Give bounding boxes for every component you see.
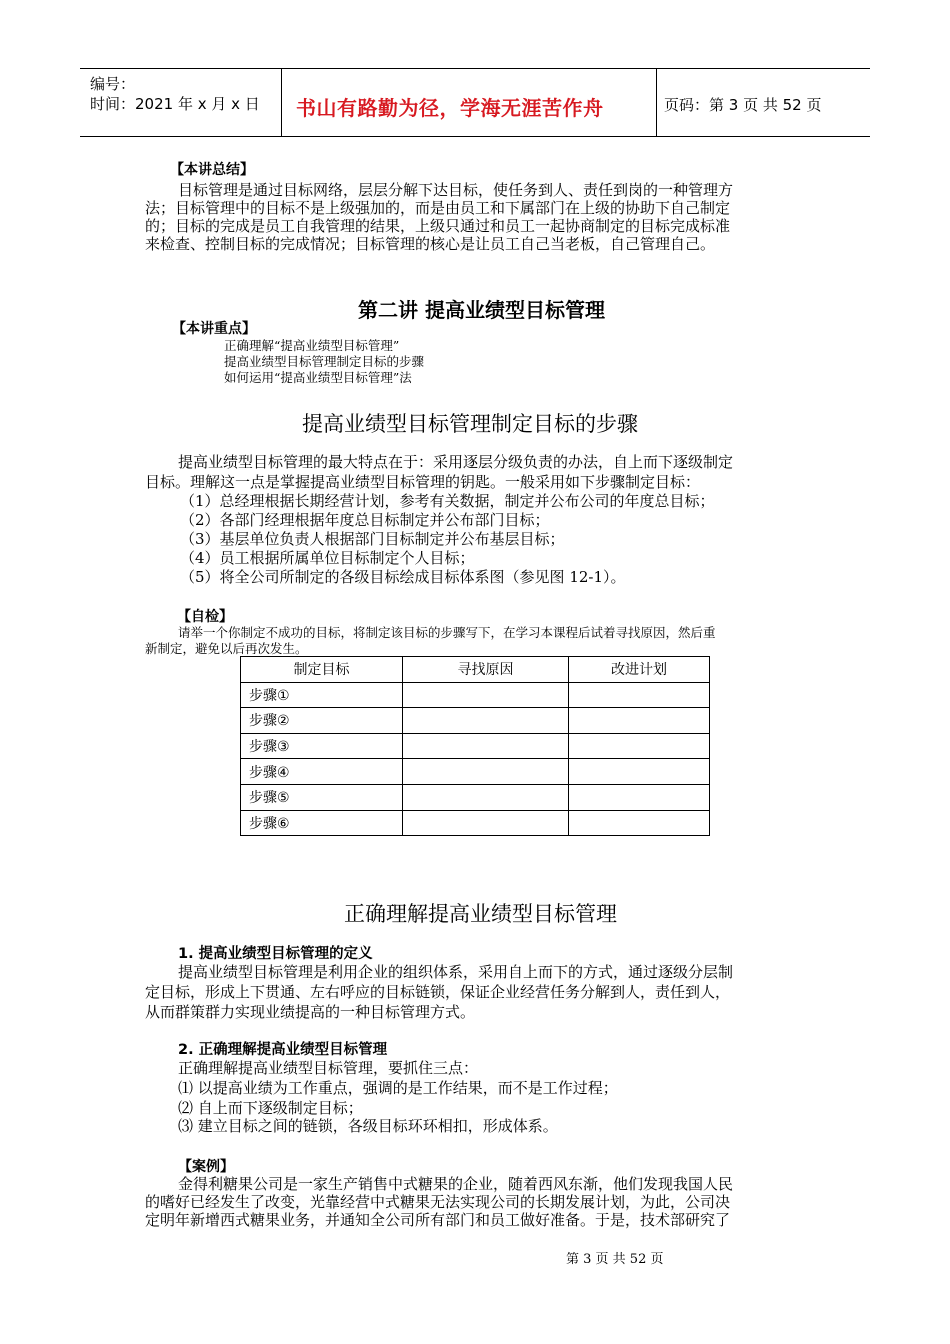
focus-item: 如何运用“提高业绩型目标管理”法	[224, 370, 412, 385]
header-date: 时间：2021 年 x 月 x 日	[90, 95, 260, 113]
steps-title: 提高业绩型目标管理制定目标的步骤	[302, 412, 638, 436]
table-cell-cause[interactable]	[403, 759, 569, 785]
sub2-line: ⑶ 建立目标之间的链锁，各级目标环环相扣，形成体系。	[178, 1117, 558, 1135]
footer-page-number: 第 3 页 共 52 页	[566, 1252, 664, 1267]
sub2-heading: 2. 正确理解提高业绩型目标管理	[178, 1042, 388, 1058]
table-cell-plan[interactable]	[569, 810, 710, 836]
sub1-line: 提高业绩型目标管理是利用企业的组织体系，采用自上而下的方式，通过逐级分层制	[178, 963, 734, 981]
table-cell-cause[interactable]	[403, 810, 569, 836]
summary-line: 来检查、控制目标的完成情况；目标管理的核心是让员工自己当老板，自己管理自己。	[145, 235, 716, 253]
table-header-cell: 寻找原因	[403, 657, 569, 683]
case-line: 的嗜好已经发生了改变，光靠经营中式糖果无法实现公司的长期发展计划，为此，公司决	[145, 1193, 731, 1211]
step-item: （1）总经理根据长期经营计划，参考有关数据，制定并公布公司的年度总目标；	[180, 492, 715, 510]
step-item: （2）各部门经理根据年度总目标制定并公布部门目标；	[180, 511, 550, 529]
table-step-label: 步骤③	[241, 733, 403, 759]
table-cell-plan[interactable]	[569, 682, 710, 708]
table-header-cell: 制定目标	[241, 657, 403, 683]
table-cell-plan[interactable]	[569, 759, 710, 785]
summary-line: 的；目标的完成是员工自我管理的结果，上级只通过和员工一起协商制定的目标完成标准	[145, 217, 731, 235]
case-line: 金得利糖果公司是一家生产销售中式糖果的企业，随着西风东渐，他们发现我国人民	[178, 1175, 734, 1193]
lecture-title: 第二讲 提高业绩型目标管理	[358, 298, 605, 322]
header-bottom-rule	[80, 136, 870, 137]
self-check-line: 请举一个你制定不成功的目标，将制定该目标的步骤写下，在学习本课程后试着寻找原因，然后重	[178, 625, 716, 640]
sub1-heading: 1. 提高业绩型目标管理的定义	[178, 946, 373, 962]
self-check-line: 新制定，避免以后再次发生。	[145, 641, 308, 656]
table-cell-cause[interactable]	[403, 708, 569, 734]
focus-heading: 【本讲重点】	[172, 321, 256, 337]
focus-item: 提高业绩型目标管理制定目标的步骤	[224, 354, 425, 369]
understanding-title: 正确理解提高业绩型目标管理	[344, 902, 617, 926]
table-step-label: 步骤②	[241, 708, 403, 734]
header-motto: 书山有路勤为径，学海无涯苦作舟	[296, 96, 604, 120]
table-cell-cause[interactable]	[403, 784, 569, 810]
sub2-line: ⑴ 以提高业绩为工作重点，强调的是工作结果，而不是工作过程；	[178, 1079, 618, 1097]
table-header-cell: 改进计划	[569, 657, 710, 683]
table-row	[241, 708, 710, 734]
table-cell-cause[interactable]	[403, 682, 569, 708]
sub2-line: 正确理解提高业绩型目标管理，要抓住三点：	[178, 1059, 479, 1077]
sub2-line: ⑵ 自上而下逐级制定目标；	[178, 1099, 363, 1117]
step-item: （5）将全公司所制定的各级目标绘成目标体系图（参见图 12-1）。	[180, 568, 626, 586]
case-line: 定明年新增西式糖果业务，并通知全公司所有部门和员工做好准备。于是，技术部研究了	[145, 1211, 731, 1229]
header-top-rule	[80, 68, 870, 69]
sub1-line: 从而群策群力实现业绩提高的一种目标管理方式。	[145, 1003, 476, 1021]
step-item: （4）员工根据所属单位目标制定个人目标；	[180, 549, 475, 567]
table-cell-plan[interactable]	[569, 733, 710, 759]
header-serial: 编号：	[90, 75, 136, 93]
summary-line: 目标管理是通过目标网络，层层分解下达目标，使任务到人、责任到岗的一种管理方	[178, 181, 734, 199]
header-page-info: 页码：第 3 页 共 52 页	[664, 96, 822, 114]
summary-line: 法；目标管理中的目标不是上级强加的，而是由员工和下属部门在上级的协助下自己制定	[145, 199, 731, 217]
table-step-label: 步骤①	[241, 682, 403, 708]
header-divider-left	[281, 68, 282, 136]
table-header-row	[241, 657, 710, 683]
sub1-line: 定目标，形成上下贯通、左右呼应的目标链锁，保证企业经营任务分解到人，责任到人，	[145, 983, 731, 1001]
step-item: （3）基层单位负责人根据部门目标制定并公布基层目标；	[180, 530, 565, 548]
table-step-label: 步骤④	[241, 759, 403, 785]
case-heading: 【案例】	[178, 1159, 234, 1175]
summary-heading: 【本讲总结】	[170, 162, 254, 178]
table-row	[241, 810, 710, 836]
table-cell-plan[interactable]	[569, 784, 710, 810]
table-row	[241, 759, 710, 785]
table-cell-cause[interactable]	[403, 733, 569, 759]
self-check-heading: 【自检】	[177, 609, 233, 625]
table-cell-plan[interactable]	[569, 708, 710, 734]
steps-intro-line: 提高业绩型目标管理的最大特点在于：采用逐层分级负责的办法，自上而下逐级制定	[178, 453, 734, 471]
steps-intro-line: 目标。理解这一点是掌握提高业绩型目标管理的钥匙。一般采用如下步骤制定目标：	[145, 473, 701, 491]
table-step-label: 步骤⑥	[241, 810, 403, 836]
header-divider-right	[656, 68, 657, 136]
self-check-table	[240, 656, 710, 836]
table-step-label: 步骤⑤	[241, 784, 403, 810]
focus-item: 正确理解“提高业绩型目标管理”	[224, 338, 400, 353]
table-row	[241, 682, 710, 708]
table-row	[241, 733, 710, 759]
table-row	[241, 784, 710, 810]
